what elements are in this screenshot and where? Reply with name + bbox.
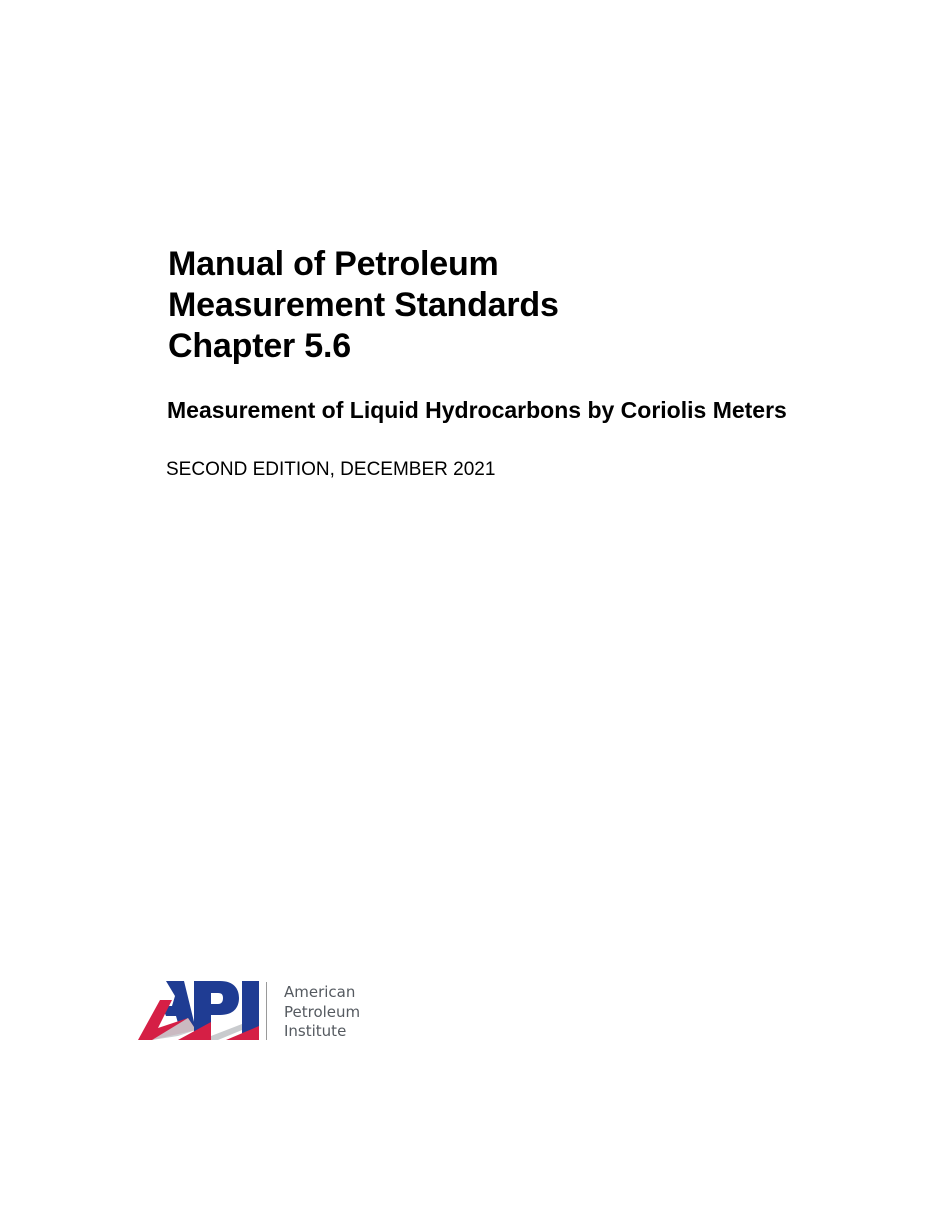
title-line-1: Manual of Petroleum: [168, 245, 499, 283]
edition-label: SECOND EDITION, DECEMBER 2021: [166, 459, 496, 480]
logo-text-line-2: Petroleum: [284, 1002, 361, 1021]
title-line-3: Chapter 5.6: [168, 327, 351, 365]
api-logo: [138, 978, 378, 1046]
document-title: [168, 244, 559, 367]
api-logo-mark-icon: [138, 978, 262, 1046]
logo-text-line-1: American: [284, 983, 356, 1001]
title-line-2: Measurement Standards: [168, 286, 559, 324]
logo-text-line-3: Institute: [284, 1022, 347, 1040]
logo-divider: [266, 982, 267, 1040]
document-subtitle: Measurement of Liquid Hydrocarbons by Coriolis Meters: [167, 397, 787, 423]
logo-organization-name: [284, 983, 360, 1042]
